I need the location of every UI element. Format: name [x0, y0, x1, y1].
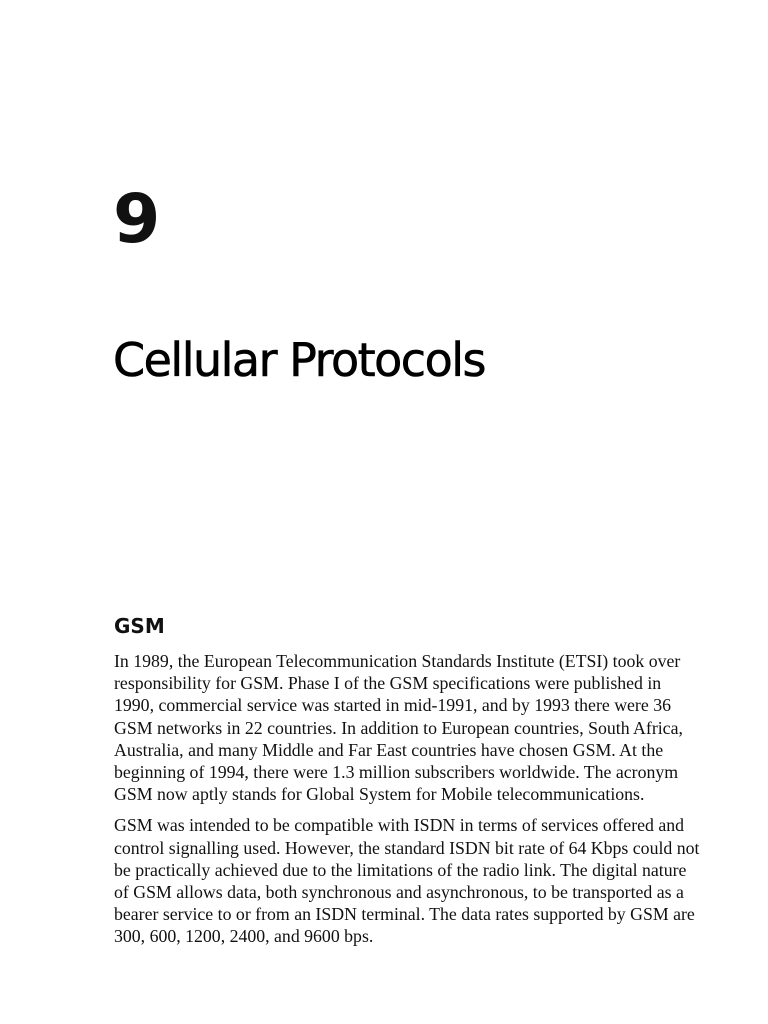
chapter-title: Cellular Protocols — [113, 333, 485, 387]
body-paragraph: In 1989, the European Telecommunication Standards Institute (ETSI) took over responsibility for GSM. Phase I of the GSM specifications were published in 1990, commercial service was started in mid-1991, and by 1993 there were 36 GSM networks in 22 countries. In addition to European countries, South Africa, Australia, and many Middle and Far East countries have chosen GSM. At the beginning of 1994, there were 1.3 million subscribers worldwide. The acronym GSM now aptly stands for Global System for Mobile telecommunications. — [114, 651, 683, 805]
body-paragraph: GSM was intended to be compatible with ISDN in terms of services offered and control signalling used. However, the standard ISDN bit rate of 64 Kbps could not be practically achieved due to the limitations of the radio link. The digital nature of GSM allows data, both synchronous and asynchronous, to be transported as a bearer service to or from an ISDN terminal. The data rates supported by GSM are 300, 600, 1200, 2400, and 9600 bps. — [114, 815, 700, 947]
section-heading: GSM — [114, 614, 165, 638]
chapter-number: 9 — [113, 180, 160, 259]
section-body — [114, 650, 704, 957]
